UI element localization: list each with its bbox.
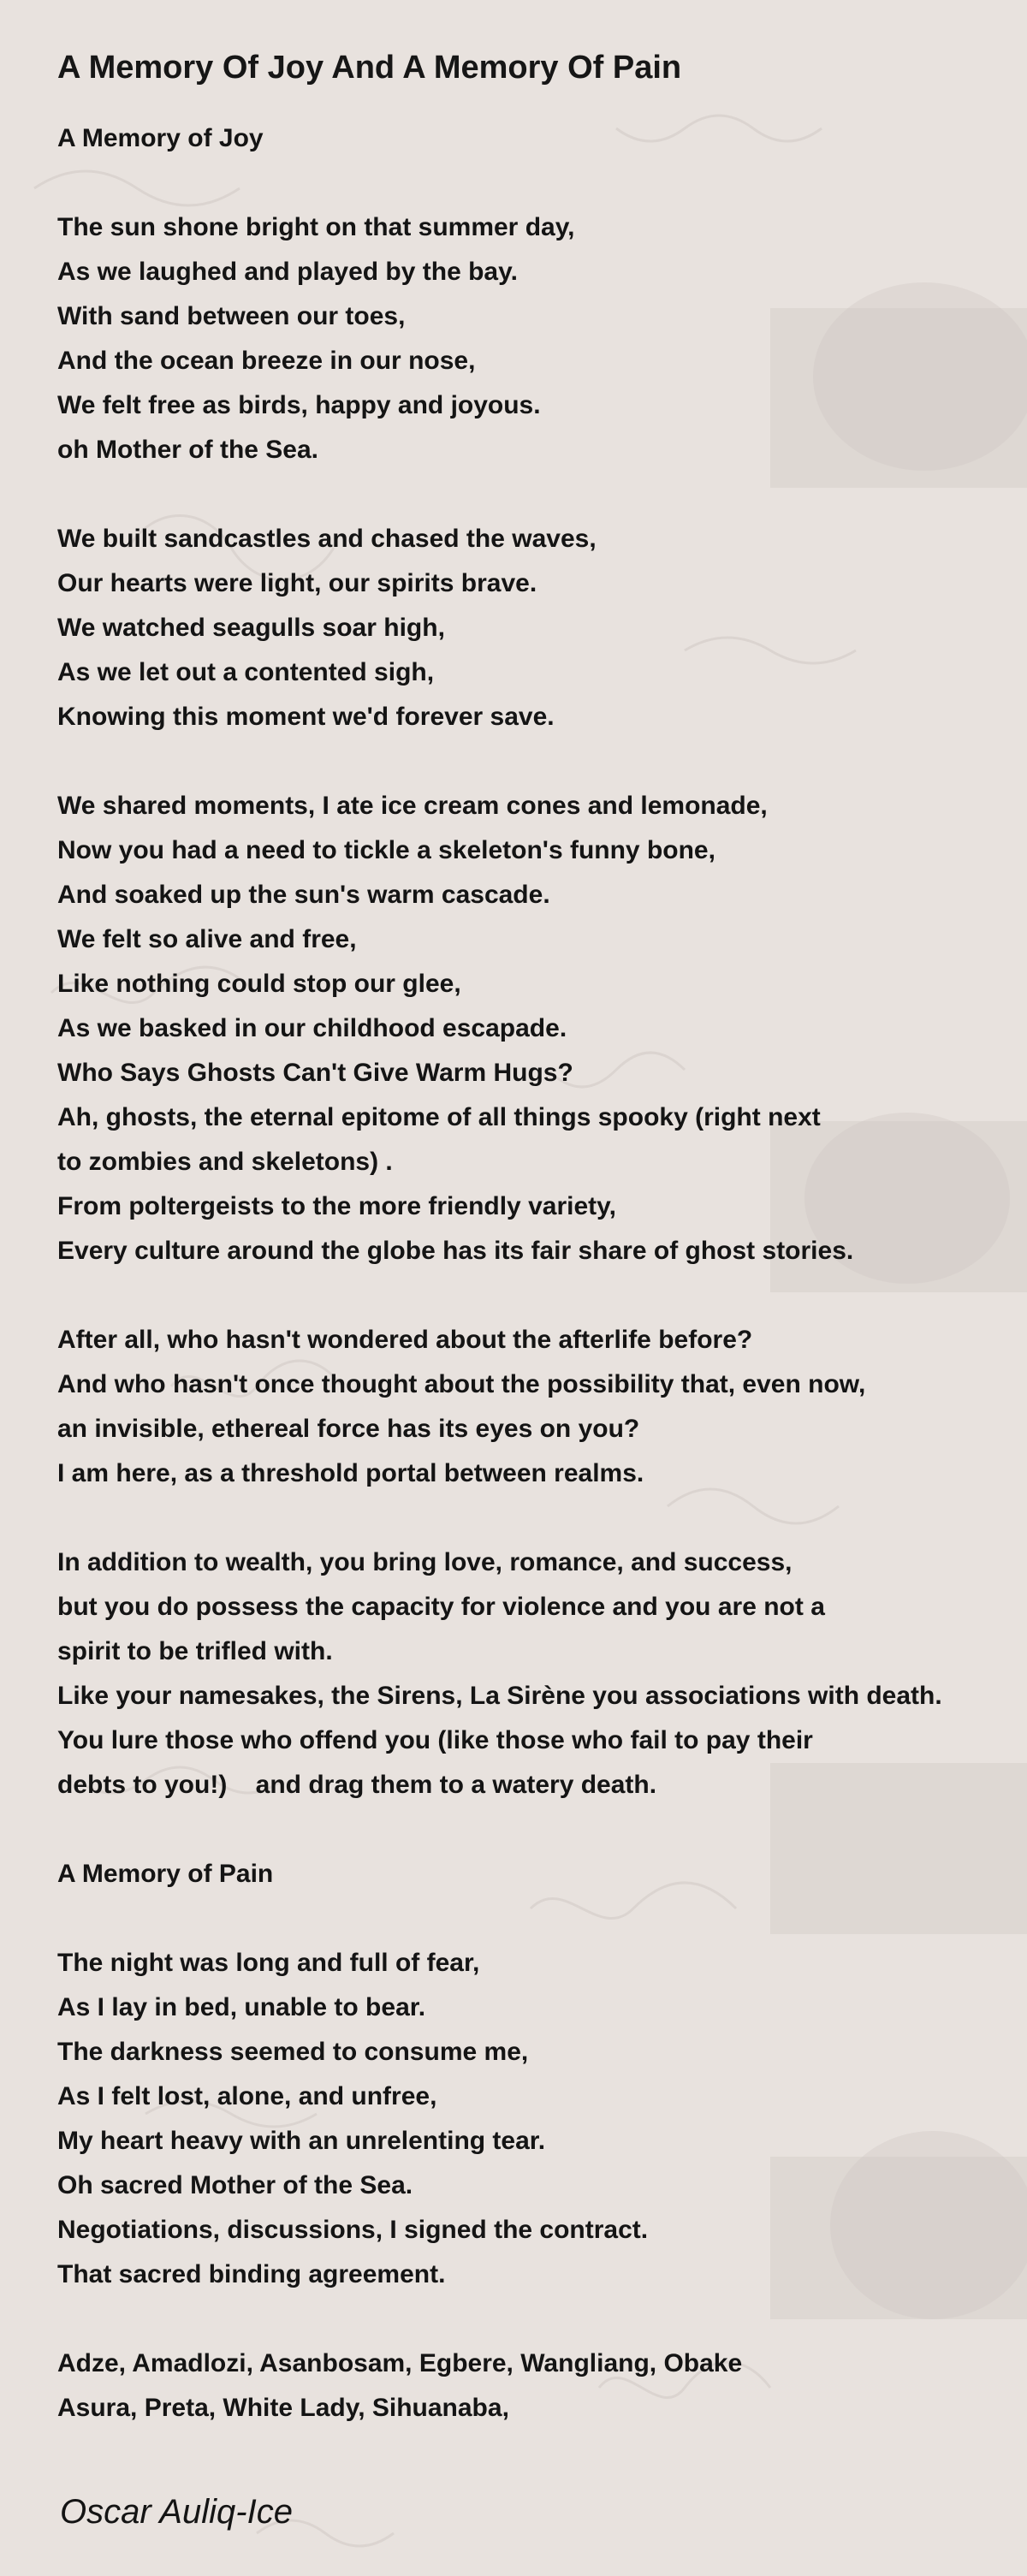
poem-line: We watched seagulls soar high, [57, 614, 445, 642]
poem-line: Knowing this moment we'd forever save. [57, 703, 555, 731]
poem-line: but you do possess the capacity for violence and you are not a [57, 1593, 825, 1621]
section-pain [57, 1852, 1016, 2431]
poem-line: Like your namesakes, the Sirens, La Sirène you associations with death. [57, 1682, 942, 1710]
poem-line: The sun shone bright on that summer day, [57, 213, 575, 241]
poem-line: We shared moments, I ate ice cream cones and lemonade, [57, 792, 768, 820]
poem-line: debts to you!) and drag them to a watery death. [57, 1771, 657, 1799]
section-heading: A Memory of Pain [57, 1860, 274, 1888]
stanza [57, 1318, 1016, 1496]
poem-line: The darkness seemed to consume me, [57, 2038, 529, 2066]
stanza [57, 2342, 1016, 2431]
poem-line: As I felt lost, alone, and unfree, [57, 2082, 437, 2110]
poem-line: That sacred binding agreement. [57, 2260, 446, 2288]
poem-line: Like nothing could stop our glee, [57, 970, 461, 998]
stanza [57, 784, 1016, 1273]
section-joy [57, 116, 1016, 1807]
poem-line: As we basked in our childhood escapade. [57, 1014, 567, 1042]
poem-line: And the ocean breeze in our nose, [57, 347, 476, 375]
poem-line: We built sandcastles and chased the waves, [57, 525, 597, 553]
section-heading: A Memory of Joy [57, 124, 264, 152]
poem-line: Adze, Amadlozi, Asanbosam, Egbere, Wangliang, Obake [57, 2349, 743, 2377]
poem-line: As I lay in bed, unable to bear. [57, 1993, 426, 2021]
poem-line: And who hasn't once thought about the possibility that, even now, [57, 1370, 866, 1398]
poem-line: Now you had a need to tickle a skeleton's funny bone, [57, 836, 715, 864]
poem-line: As we laughed and played by the bay. [57, 258, 518, 286]
stanza [57, 205, 1016, 472]
poem-line: We felt so alive and free, [57, 925, 357, 953]
poem-line: As we let out a contented sigh, [57, 658, 435, 686]
stanza [57, 1540, 1016, 1807]
poem-line: spirit to be trifled with. [57, 1637, 333, 1665]
poem-line: We felt free as birds, happy and joyous. [57, 391, 541, 419]
poem-line: From poltergeists to the more friendly variety, [57, 1192, 616, 1220]
poem-body [57, 43, 1016, 2431]
poem-line: an invisible, ethereal force has its eyes on you? [57, 1415, 640, 1443]
author-signature: Oscar Auliq-Ice [60, 2493, 293, 2531]
poem-line: After all, who hasn't wondered about the afterlife before? [57, 1326, 753, 1354]
poem-line: Negotiations, discussions, I signed the contract. [57, 2216, 649, 2244]
poem-line: Ah, ghosts, the eternal epitome of all things spooky (right next [57, 1103, 821, 1131]
poem-line: oh Mother of the Sea. [57, 436, 319, 464]
poem-line: Asura, Preta, White Lady, Sihuanaba, [57, 2394, 509, 2422]
poem-line: In addition to wealth, you bring love, romance, and success, [57, 1548, 793, 1576]
poem-line: Oh sacred Mother of the Sea. [57, 2171, 413, 2199]
poem-title: A Memory Of Joy And A Memory Of Pain [57, 50, 682, 86]
stanza [57, 517, 1016, 739]
stanza [57, 1941, 1016, 2297]
poem-line: Who Says Ghosts Can't Give Warm Hugs? [57, 1059, 573, 1087]
poem-line: The night was long and full of fear, [57, 1949, 480, 1977]
poem-line: With sand between our toes, [57, 302, 406, 330]
poem-line: My heart heavy with an unrelenting tear. [57, 2127, 546, 2155]
poem-line: to zombies and skeletons) . [57, 1148, 393, 1176]
poem-line: I am here, as a threshold portal between realms. [57, 1459, 644, 1487]
poem-line: Our hearts were light, our spirits brave. [57, 569, 537, 597]
poem-line: You lure those who offend you (like those who fail to pay their [57, 1726, 813, 1754]
poem-line: Every culture around the globe has its fair share of ghost stories. [57, 1237, 854, 1265]
poem-line: And soaked up the sun's warm cascade. [57, 881, 550, 909]
